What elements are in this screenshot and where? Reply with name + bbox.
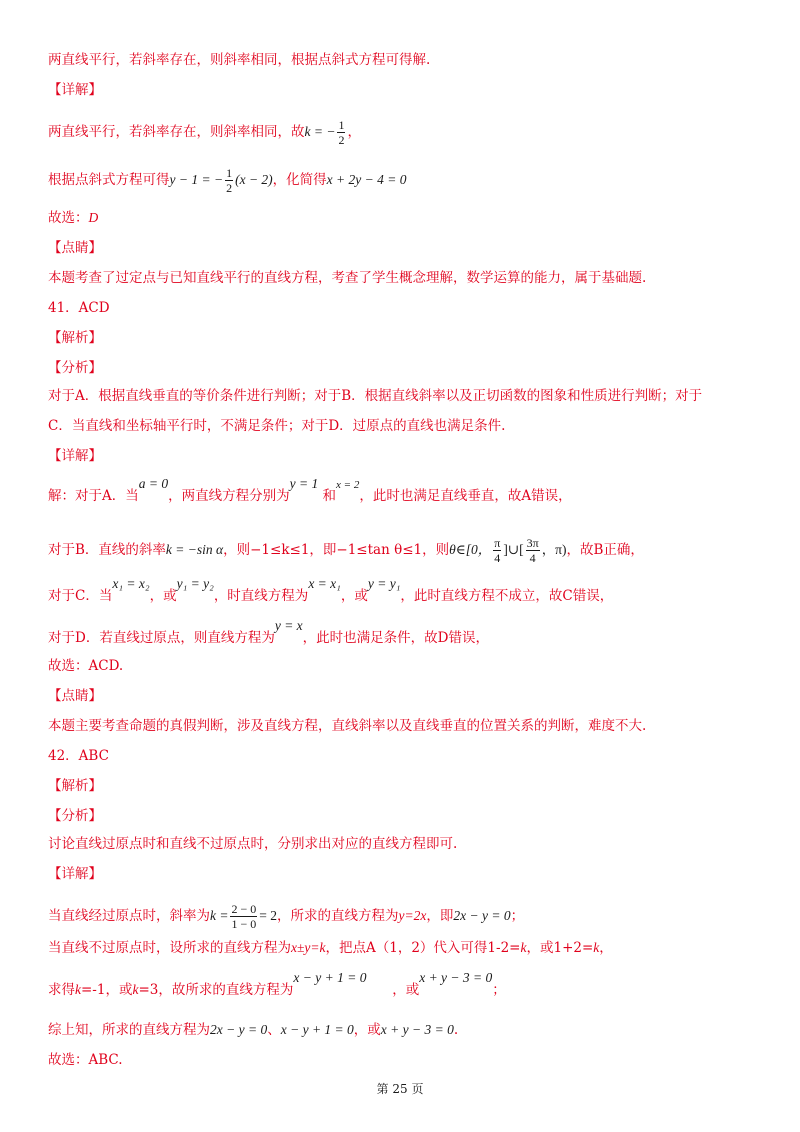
answer-line: 故选：ACD. [48, 658, 124, 674]
question-header: 42．ABC [48, 748, 109, 764]
section-label-jiexi: 【解析】 [48, 330, 102, 346]
section-label-fenxi: 【分析】 [48, 808, 102, 824]
answer-line: 故选：D [48, 210, 99, 226]
analysis-text: C．当直线和坐标轴平行时，不满足条件；对于D．过原点的直线也满足条件. [48, 418, 506, 434]
solution-line-c: 对于C．当x₁ = x₂，或y₁ = y₂，时直线方程为x = x₁，或y = y₁，此时直线方程不成立，故C错误， [48, 576, 614, 604]
solution-line-d: 对于D．若直线过原点，则直线方程为y = x，此时也满足条件，故D错误， [48, 618, 489, 646]
section-label-fenxi: 【分析】 [48, 360, 102, 376]
solution-line: 根据点斜式方程可得y − 1 = − $\frac{1}{2}$ (x − 2)，化简得x + 2y − 4 = 0 [48, 166, 407, 195]
answer-line: 故选：ABC. [48, 1052, 123, 1068]
summary-text: 本题主要考查命题的真假判断，涉及直线方程，直线斜率以及直线垂直的位置关系的判断，难度不大. [48, 718, 647, 734]
section-label-dianjing: 【点睛】 [48, 688, 102, 704]
solution-line: 当直线经过原点时，斜率为k = $\frac{2 - 0}{1 - 0}$ = 2，所求的直线方程为y=2x，即2x − y = 0； [48, 902, 525, 931]
summary-text: 本题考查了过定点与已知直线平行的直线方程，考查了学生概念理解，数学运算的能力，属于基础题. [48, 270, 647, 286]
solution-line: 当直线不过原点时，设所求的直线方程为x±y=k，把点A（1，2）代入可得1-2=k，或1+2=k， [48, 940, 613, 956]
analysis-text: 对于A．根据直线垂直的等价条件进行判断；对于B．根据直线斜率以及正切函数的图象和性质进行判断；对于 [48, 388, 703, 404]
analysis-text: 讨论直线过原点时和直线不过原点时，分别求出对应的直线方程即可. [48, 836, 458, 852]
section-label-xiangjie: 【详解】 [48, 866, 102, 882]
solution-line: 两直线平行，若斜率存在，则斜率相同，故k = − $\frac{1}{2}$ ， [48, 118, 361, 147]
question-header: 41．ACD [48, 300, 110, 316]
solution-line-b: 对于B．直线的斜率k = −sin α，则−1≤k≤1，即−1≤tan θ≤1，则θ∈[0， $\frac{\pi}{4}$ ]∪[ $\frac{3\pi}{4}$ ，π)，故B正确， [48, 536, 644, 565]
solution-line-a: 解：对于A．当a = 0，两直线方程分别为y = 1 和$^{x = 2}$，此时也满足直线垂直，故A错误， [48, 476, 572, 504]
analysis-text: 两直线平行，若斜率存在，则斜率相同，根据点斜式方程可得解. [48, 52, 431, 68]
section-label-dianjing: 【点睛】 [48, 240, 102, 256]
page-number: 第 25 页 [376, 1082, 424, 1096]
section-label-xiangjie: 【详解】 [48, 82, 102, 98]
section-label-xiangjie: 【详解】 [48, 448, 102, 464]
section-label-jiexi: 【解析】 [48, 778, 102, 794]
solution-line: 求得k=-1，或k=3，故所求的直线方程为x − y + 1 = 0 ，或x + y − 3 = 0； [48, 970, 506, 998]
solution-line: 综上知，所求的直线方程为2x − y = 0、x − y + 1 = 0，或x + y − 3 = 0. [48, 1022, 459, 1038]
